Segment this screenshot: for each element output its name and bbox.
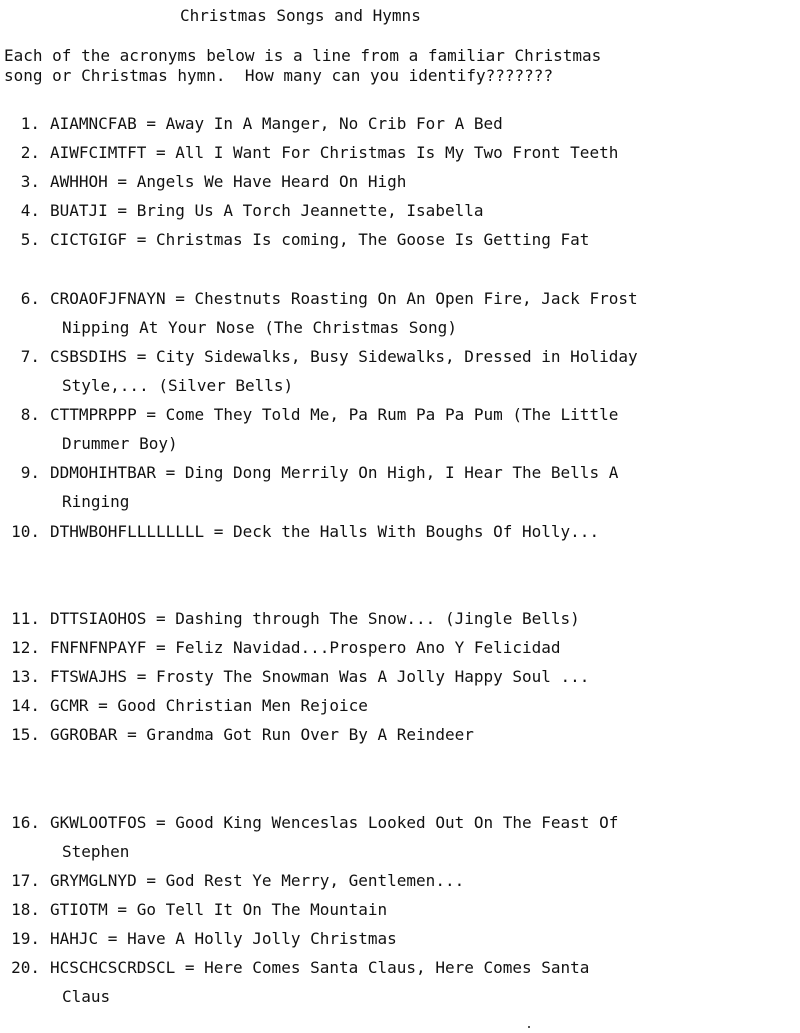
item-number: 6. (20, 289, 40, 308)
item-text: CSBSDIHS = City Sidewalks, Busy Sidewalks, Dressed in Holiday (50, 347, 638, 366)
list-item (0, 662, 589, 691)
item-number: 16. (11, 813, 40, 832)
list-item (0, 138, 618, 167)
item-text: CTTMPRPPP = Come They Told Me, Pa Rum Pa Pa Pum (The Little (50, 405, 619, 424)
item-number: 1. (20, 114, 40, 133)
list-item (0, 895, 387, 924)
list-item (0, 109, 503, 138)
list-item (0, 284, 638, 342)
item-text: AWHHOH = Angels We Have Heard On High (50, 172, 407, 191)
list-item (0, 808, 618, 866)
item-number: 4. (20, 201, 40, 220)
item-number: 14. (11, 696, 40, 715)
item-text: HAHJC = Have A Holly Jolly Christmas (50, 929, 397, 948)
item-number: 10. (11, 522, 40, 541)
list-item (0, 342, 638, 400)
list-item (0, 517, 599, 546)
item-number: 12. (11, 638, 40, 657)
intro-line: Each of the acronyms below is a line from a familiar Christmas (4, 46, 602, 65)
item-number: 20. (11, 958, 40, 977)
list-item (0, 953, 589, 1011)
list-item (0, 458, 618, 516)
list-item (0, 604, 580, 633)
item-text-continuation: Ringing (62, 492, 130, 511)
intro-paragraph (4, 46, 601, 86)
item-text: FNFNFNPAYF = Feliz Navidad...Prospero Ano Y Felicidad (50, 638, 561, 657)
item-number: 3. (20, 172, 40, 191)
item-text: GKWLOOTFOS = Good King Wenceslas Looked Out On The Feast Of (50, 813, 619, 832)
item-text: DTTSIAOHOS = Dashing through The Snow... (Jingle Bells) (50, 609, 580, 628)
item-text: GTIOTM = Go Tell It On The Mountain (50, 900, 388, 919)
item-text-continuation: Drummer Boy) (62, 434, 178, 453)
item-text: GGROBAR = Grandma Got Run Over By A Reindeer (50, 725, 474, 744)
item-number: 9. (20, 463, 40, 482)
item-text: GRYMGLNYD = God Rest Ye Merry, Gentlemen... (50, 871, 465, 890)
item-text: GCMR = Good Christian Men Rejoice (50, 696, 368, 715)
item-text: CROAOFJFNAYN = Chestnuts Roasting On An Open Fire, Jack Frost (50, 289, 638, 308)
list-item (0, 720, 474, 749)
item-number: 13. (11, 667, 40, 686)
item-number: 5. (20, 230, 40, 249)
list-item (0, 924, 397, 953)
item-text: HCSCHCSCRDSCL = Here Comes Santa Claus, Here Comes Santa (50, 958, 590, 977)
list-item (0, 691, 368, 720)
item-number: 18. (11, 900, 40, 919)
item-text: CICTGIGF = Christmas Is coming, The Goose Is Getting Fat (50, 230, 590, 249)
item-text: AIWFCIMTFT = All I Want For Christmas Is My Two Front Teeth (50, 143, 619, 162)
list-item (0, 225, 589, 254)
item-number: 7. (20, 347, 40, 366)
item-text: DDMOHIHTBAR = Ding Dong Merrily On High, I Hear The Bells A (50, 463, 619, 482)
item-text: DTHWBOHFLLLLLLLL = Deck the Halls With Boughs Of Holly... (50, 522, 600, 541)
scan-speck (528, 1026, 530, 1028)
item-number: 17. (11, 871, 40, 890)
item-text-continuation: Stephen (62, 842, 130, 861)
item-number: 2. (20, 143, 40, 162)
item-number: 15. (11, 725, 40, 744)
item-text: FTSWAJHS = Frosty The Snowman Was A Jolly Happy Soul ... (50, 667, 590, 686)
item-number: 19. (11, 929, 40, 948)
item-number: 11. (11, 609, 40, 628)
item-text-continuation: Nipping At Your Nose (The Christmas Song) (62, 318, 457, 337)
item-text: AIAMNCFAB = Away In A Manger, No Crib For A Bed (50, 114, 503, 133)
item-number: 8. (20, 405, 40, 424)
list-item (0, 167, 406, 196)
item-text: BUATJI = Bring Us A Torch Jeannette, Isabella (50, 201, 484, 220)
item-text-continuation: Style,... (Silver Bells) (62, 376, 294, 395)
page-title: Christmas Songs and Hymns (180, 6, 421, 25)
list-item (0, 866, 464, 895)
list-item (0, 400, 618, 458)
list-item (0, 196, 483, 225)
item-text-continuation: Claus (62, 987, 111, 1006)
list-item (0, 633, 561, 662)
intro-line: song or Christmas hymn. How many can you identify??????? (4, 66, 554, 85)
